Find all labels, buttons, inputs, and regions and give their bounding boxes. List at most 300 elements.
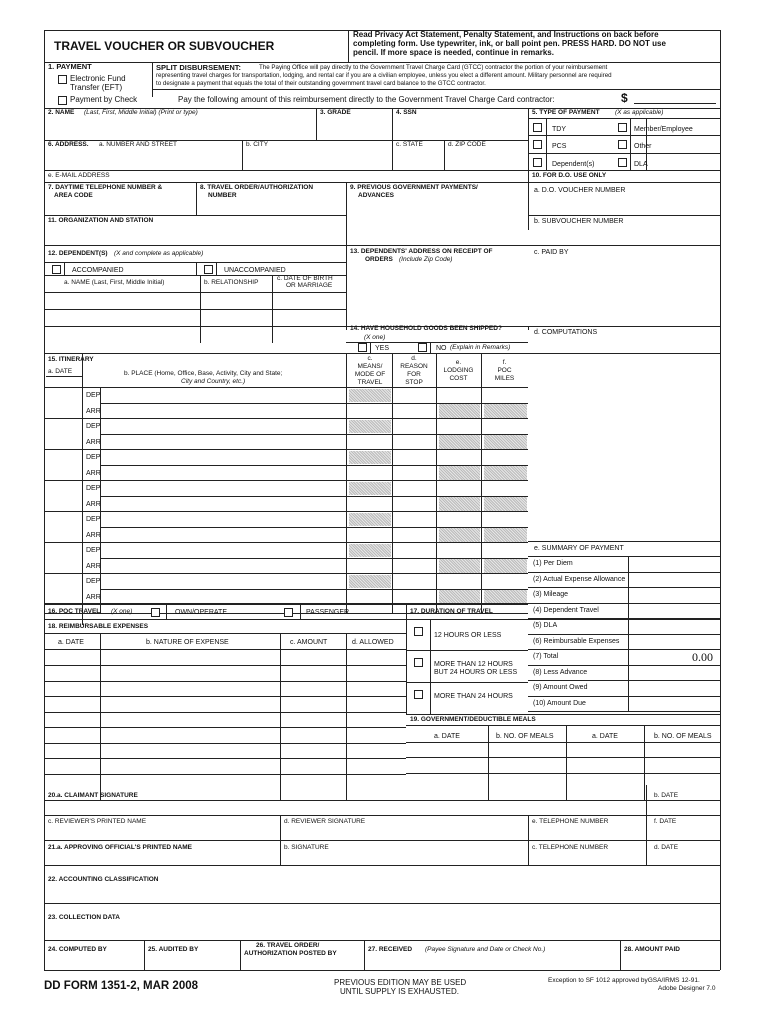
accounting-field[interactable] bbox=[46, 887, 718, 907]
shaded-cell bbox=[484, 466, 527, 480]
rule-line bbox=[346, 245, 347, 330]
shaded-cell bbox=[349, 513, 391, 527]
summary-label: e. SUMMARY OF PAYMENT bbox=[534, 545, 624, 552]
shaded-cell bbox=[484, 435, 527, 449]
itinerary-place-field[interactable] bbox=[104, 435, 344, 449]
rule-line bbox=[44, 62, 720, 63]
approving-sig-label: b. SIGNATURE bbox=[284, 844, 329, 851]
rule-line bbox=[44, 449, 100, 450]
pcs-checkbox[interactable] bbox=[533, 140, 542, 149]
reviewer-phone-label: e. TELEPHONE NUMBER bbox=[532, 818, 609, 825]
claimant-date-label: b. DATE bbox=[654, 792, 679, 799]
it-means-label: MODE OF bbox=[354, 371, 386, 378]
rule-line bbox=[566, 725, 567, 800]
itinerary-place-field[interactable] bbox=[104, 419, 344, 433]
itinerary-row-label: DEP bbox=[86, 423, 101, 430]
rule-line bbox=[630, 118, 631, 170]
reviewer-date-label: f. DATE bbox=[654, 818, 677, 825]
total-value: 0.00 bbox=[692, 650, 713, 664]
accompanied-checkbox[interactable] bbox=[52, 265, 61, 274]
rule-line bbox=[44, 970, 720, 971]
it-place-label: City and Country, etc.) bbox=[181, 378, 246, 385]
rule-line bbox=[44, 182, 720, 183]
summary-amount-field[interactable] bbox=[618, 619, 718, 632]
tdy-label: TDY bbox=[552, 126, 566, 133]
travel-order-field[interactable] bbox=[198, 200, 344, 214]
street-field[interactable] bbox=[46, 150, 240, 170]
accounting-label: 22. ACCOUNTING CLASSIFICATION bbox=[48, 876, 159, 883]
claimant-signature-field[interactable] bbox=[46, 802, 644, 814]
rule-line bbox=[44, 245, 720, 246]
state-label: c. STATE bbox=[396, 141, 423, 148]
it-reason-label: STOP bbox=[405, 379, 423, 386]
zip-field[interactable] bbox=[446, 150, 526, 170]
dep-address-label: 13. DEPENDENTS' ADDRESS ON RECEIPT OF bbox=[350, 248, 493, 255]
household-yes-checkbox[interactable] bbox=[358, 343, 367, 352]
shaded-cell bbox=[439, 497, 480, 511]
dob-label: OR MARRIAGE bbox=[286, 282, 333, 289]
dep-name-row-3[interactable] bbox=[46, 327, 198, 342]
claimant-sig-label: 20.a. CLAIMANT SIGNATURE bbox=[48, 792, 138, 799]
shaded-cell bbox=[439, 528, 480, 542]
other-label: Other bbox=[634, 143, 652, 150]
dep-address-label: ORDERS bbox=[365, 256, 393, 263]
rule-line bbox=[44, 712, 406, 713]
rule-line bbox=[392, 108, 393, 140]
prev-payments-label: 9. PREVIOUS GOVERNMENT PAYMENTS/ bbox=[350, 184, 478, 191]
type-payment-label: 5. TYPE OF PAYMENT bbox=[532, 109, 600, 116]
dependents12-hint: (X and complete as applicable) bbox=[114, 250, 204, 257]
dollar-sign: $ bbox=[621, 91, 628, 105]
it-poc-label: MILES bbox=[494, 375, 515, 382]
itinerary-date-field[interactable] bbox=[46, 450, 80, 464]
shaded-cell bbox=[349, 389, 391, 403]
itinerary-date-field[interactable] bbox=[46, 404, 80, 418]
rule-line bbox=[316, 108, 317, 140]
rule-line bbox=[444, 140, 445, 170]
shaded-cell bbox=[439, 435, 480, 449]
rule-line bbox=[392, 353, 393, 613]
privacy-notice-line: pencil. If more space is needed, continue in remarks. bbox=[353, 48, 554, 57]
name-field[interactable] bbox=[46, 118, 314, 138]
rule-line bbox=[44, 480, 100, 481]
rule-line bbox=[430, 342, 431, 353]
split-text: representing travel charges for transportation, lodging, and rental car if you are a civilian employee, unless you elect a different amount. Military personnel are required bbox=[156, 72, 612, 79]
rule-line bbox=[46, 376, 82, 377]
name-label: 2. NAME bbox=[48, 109, 75, 116]
form-number: DD FORM 1351-2, MAR 2008 bbox=[44, 980, 199, 992]
org-label: 11. ORGANIZATION AND STATION bbox=[48, 217, 154, 224]
duration-12-checkbox[interactable] bbox=[414, 627, 423, 636]
it-poc-label: POC bbox=[497, 367, 512, 374]
address-label: 6. ADDRESS. bbox=[48, 141, 89, 148]
amount-paid-label: 28. AMOUNT PAID bbox=[624, 946, 680, 953]
shaded-cell bbox=[439, 404, 480, 418]
summary-amount-field[interactable] bbox=[618, 635, 718, 648]
rule-line bbox=[100, 387, 101, 613]
rule-line bbox=[44, 418, 100, 419]
rule-line bbox=[44, 743, 406, 744]
summary-item: (9) Amount Owed bbox=[533, 684, 588, 691]
rule-line bbox=[628, 556, 629, 711]
duration-label: 17. DURATION OF TRAVEL bbox=[410, 608, 493, 615]
eft-checkbox[interactable] bbox=[58, 75, 67, 84]
itinerary-place-field[interactable] bbox=[104, 466, 344, 480]
duration-24-checkbox[interactable] bbox=[414, 690, 423, 699]
itinerary-place-field[interactable] bbox=[104, 559, 344, 573]
itinerary-date-field[interactable] bbox=[46, 590, 80, 604]
paid-by-label: c. PAID BY bbox=[534, 249, 569, 256]
rule-line bbox=[44, 170, 528, 171]
meals-no-label: b. NO. OF MEALS bbox=[496, 733, 554, 740]
summary-item: (3) Mileage bbox=[533, 591, 569, 598]
form-title: TRAVEL VOUCHER OR SUBVOUCHER bbox=[54, 39, 275, 53]
household-no-checkbox[interactable] bbox=[418, 343, 427, 352]
split-title: SPLIT DISBURSEMENT: bbox=[156, 63, 242, 72]
x-one-label: (X one) bbox=[364, 334, 386, 341]
approving-label: 21.a. APPROVING OFFICIAL'S PRINTED NAME bbox=[48, 844, 192, 851]
rule-line bbox=[528, 711, 720, 712]
itinerary-date-field[interactable] bbox=[46, 528, 80, 542]
itinerary-date-field[interactable] bbox=[46, 497, 80, 511]
shaded-cell bbox=[439, 590, 480, 604]
duration-option: 12 HOURS OR LESS bbox=[434, 632, 502, 639]
reimb-nature-label: b. NATURE OF EXPENSE bbox=[146, 639, 229, 646]
summary-amount-field[interactable] bbox=[618, 604, 718, 617]
rule-line bbox=[44, 758, 406, 759]
phone-field[interactable] bbox=[46, 200, 194, 214]
rule-line bbox=[436, 353, 437, 613]
email-label: e. E-MAIL ADDRESS bbox=[48, 172, 110, 179]
tdy-checkbox[interactable] bbox=[533, 123, 542, 132]
prev-edition-text: UNTIL SUPPLY IS EXHAUSTED. bbox=[340, 987, 459, 996]
summary-amount-field[interactable] bbox=[618, 573, 718, 586]
rule-line bbox=[346, 182, 347, 245]
itinerary-row-label: ARR bbox=[86, 407, 101, 415]
rule-line bbox=[44, 727, 406, 728]
meals-date-label-2: a. DATE bbox=[592, 733, 618, 740]
itinerary-place-field[interactable] bbox=[104, 497, 344, 511]
household-label: 14. HAVE HOUSEHOLD GOODS BEEN SHIPPED? bbox=[350, 325, 502, 332]
collection-field[interactable] bbox=[46, 925, 718, 939]
rule-line bbox=[44, 619, 720, 620]
rule-line bbox=[644, 725, 645, 800]
do-voucher-label: a. D.O. VOUCHER NUMBER bbox=[534, 187, 626, 194]
computations-label: d. COMPUTATIONS bbox=[534, 329, 598, 336]
exception-text: Exception to SF 1012 approved byGSA/IRMS 12-91. bbox=[548, 977, 700, 984]
itinerary-label: 15. ITINERARY bbox=[48, 356, 94, 363]
dep-address-hint: (Include Zip Code) bbox=[399, 256, 453, 263]
shaded-cell bbox=[484, 590, 527, 604]
itinerary-place-field[interactable] bbox=[104, 388, 344, 402]
zip-label: d. ZIP CODE bbox=[448, 141, 486, 148]
itinerary-place-field[interactable] bbox=[104, 574, 344, 588]
city-label: b. CITY bbox=[246, 141, 269, 148]
member-label: Member/Employee bbox=[634, 126, 693, 133]
eft-label: Electronic Fund bbox=[70, 74, 126, 83]
rule-line bbox=[44, 604, 100, 605]
itinerary-date-field[interactable] bbox=[46, 388, 80, 402]
rule-line bbox=[528, 541, 720, 542]
duration-option: BUT 24 HOURS OR LESS bbox=[434, 669, 518, 676]
poc-travel-label: 16. POC TRAVEL bbox=[48, 608, 101, 615]
summary-amount-field[interactable] bbox=[618, 588, 718, 601]
it-means-label: MEANS/ bbox=[357, 363, 383, 370]
rule-line bbox=[44, 353, 720, 354]
no-label: NO bbox=[436, 345, 447, 352]
dep-name-label: a. NAME (Last, First, Middle Initial) bbox=[64, 279, 165, 286]
itinerary-row-label: DEP bbox=[86, 454, 101, 461]
rule-line bbox=[488, 725, 489, 800]
summary-item: (1) Per Diem bbox=[533, 560, 573, 567]
rule-line bbox=[82, 353, 83, 625]
gov-meals-label: 19. GOVERNMENT/DEDUCTIBLE MEALS bbox=[410, 716, 536, 723]
rule-line bbox=[64, 262, 65, 275]
shaded-cell bbox=[349, 451, 391, 465]
itinerary-place-field[interactable] bbox=[104, 528, 344, 542]
accompanied-label: ACCOMPANIED bbox=[72, 267, 124, 274]
itinerary-date-field[interactable] bbox=[46, 559, 80, 573]
rule-line bbox=[196, 182, 197, 215]
itinerary-row-label: DEP bbox=[86, 578, 101, 585]
rule-line bbox=[346, 633, 347, 800]
itinerary-place-field[interactable] bbox=[104, 543, 344, 557]
rule-line bbox=[166, 603, 167, 619]
rule-line bbox=[44, 840, 720, 841]
reviewer-sig-label: d. REVIEWER SIGNATURE bbox=[284, 818, 366, 825]
rule-line bbox=[720, 30, 721, 970]
prev-payments-field[interactable] bbox=[348, 200, 526, 240]
rule-line bbox=[144, 940, 145, 970]
split-amount-field[interactable] bbox=[634, 90, 716, 103]
other-checkbox[interactable] bbox=[618, 140, 627, 149]
dob-label: c. DATE OF BIRTH bbox=[277, 275, 333, 282]
rule-line bbox=[44, 865, 720, 866]
dependents-checkbox[interactable] bbox=[533, 158, 542, 167]
approving-phone-label: c. TELEPHONE NUMBER bbox=[532, 844, 609, 851]
itinerary-date-field[interactable] bbox=[46, 435, 80, 449]
travel-voucher-form bbox=[44, 30, 720, 996]
it-reason-label: FOR bbox=[407, 371, 421, 378]
rule-line bbox=[44, 30, 45, 970]
dep-name-row-2[interactable] bbox=[46, 310, 198, 325]
rule-line bbox=[528, 215, 720, 216]
itinerary-date-field[interactable] bbox=[46, 574, 80, 588]
rule-line bbox=[280, 633, 281, 800]
posted-by-label: AUTHORIZATION POSTED BY bbox=[244, 950, 337, 957]
split-text: to designate a payment that equals the total of their outstanding government travel card balance to the GTCC contractor. bbox=[156, 80, 486, 87]
rule-line bbox=[406, 714, 720, 715]
yes-label: YES bbox=[375, 345, 390, 352]
rule-line bbox=[44, 542, 100, 543]
shaded-cell bbox=[484, 497, 527, 511]
itinerary-date-field[interactable] bbox=[46, 543, 80, 557]
prev-edition-text: PREVIOUS EDITION MAY BE USED bbox=[334, 978, 467, 987]
rule-line bbox=[528, 135, 720, 136]
rule-line bbox=[346, 353, 347, 613]
rule-line bbox=[216, 262, 217, 275]
rule-line bbox=[44, 649, 406, 650]
payment-label: 1. PAYMENT bbox=[48, 62, 92, 71]
prev-payments-label: ADVANCES bbox=[358, 192, 394, 199]
rule-line bbox=[100, 604, 528, 605]
shaded-cell bbox=[439, 559, 480, 573]
travel-order-label: NUMBER bbox=[208, 192, 237, 199]
reimb-label: 18. REIMBURSABLE EXPENSES bbox=[48, 623, 149, 630]
rule-line bbox=[528, 326, 529, 330]
computed-by-label: 24. COMPUTED BY bbox=[48, 946, 107, 953]
ssn-field[interactable] bbox=[394, 118, 526, 138]
itinerary-date-field[interactable] bbox=[46, 512, 80, 526]
exception-text: Adobe Designer 7.0 bbox=[658, 985, 716, 992]
rule-line bbox=[44, 603, 528, 604]
grade-field[interactable] bbox=[318, 118, 390, 138]
reimb-allowed-label: d. ALLOWED bbox=[352, 639, 394, 646]
itinerary-row-label: DEP bbox=[86, 392, 101, 399]
reimb-amount-label: c. AMOUNT bbox=[290, 639, 328, 646]
phone-label: AREA CODE bbox=[54, 192, 93, 199]
itinerary-row-label: DEP bbox=[86, 485, 101, 492]
meals-no-label-2: b. NO. OF MEALS bbox=[654, 733, 712, 740]
duration-12-24-checkbox[interactable] bbox=[414, 658, 423, 667]
itinerary-row-label: DEP bbox=[86, 547, 101, 554]
it-means-label: c. bbox=[367, 355, 373, 362]
unaccompanied-checkbox[interactable] bbox=[204, 265, 213, 274]
pay-following-text: Pay the following amount of this reimbursement directly to the Government Travel Charge Card contractor: bbox=[178, 95, 555, 104]
rule-line bbox=[44, 573, 100, 574]
subvoucher-field[interactable] bbox=[530, 226, 718, 244]
rule-line bbox=[348, 30, 349, 62]
itinerary-date-field[interactable] bbox=[46, 466, 80, 480]
itinerary-place-field[interactable] bbox=[104, 404, 344, 418]
shaded-cell bbox=[349, 575, 391, 589]
passenger-checkbox[interactable] bbox=[284, 608, 293, 617]
rule-line bbox=[44, 681, 406, 682]
privacy-notice-line: Read Privacy Act Statement, Penalty Statement, and Instructions on back before bbox=[353, 30, 659, 39]
rule-line bbox=[370, 342, 371, 353]
city-field[interactable] bbox=[244, 150, 390, 170]
shaded-cell bbox=[484, 404, 527, 418]
pcs-label: PCS bbox=[552, 143, 567, 150]
reimb-date-label: a. DATE bbox=[58, 639, 84, 646]
rule-line bbox=[430, 619, 431, 714]
summary-item: (4) Dependent Travel bbox=[533, 606, 599, 614]
shaded-cell bbox=[349, 544, 391, 558]
dla-checkbox[interactable] bbox=[618, 158, 627, 167]
itinerary-date-field[interactable] bbox=[46, 419, 80, 433]
name-hint: (Last, First, Middle Initial) (Print or type) bbox=[84, 109, 198, 116]
rule-line bbox=[528, 108, 529, 230]
rule-line bbox=[242, 140, 243, 170]
own-operate-checkbox[interactable] bbox=[151, 608, 160, 617]
privacy-notice-line: completing form. Use typewriter, ink, or ball point pen. PRESS HARD. DO NOT use bbox=[353, 39, 666, 48]
rule-line bbox=[44, 696, 406, 697]
summary-amount-field[interactable] bbox=[618, 681, 718, 694]
itinerary-date-field[interactable] bbox=[46, 481, 80, 495]
it-reason-label: d. bbox=[411, 355, 417, 362]
grade-label: 3. GRADE bbox=[320, 109, 351, 116]
relationship-label: b. RELATIONSHIP bbox=[204, 279, 259, 286]
summary-amount-field[interactable] bbox=[618, 557, 718, 570]
rule-line bbox=[44, 511, 100, 512]
state-field[interactable] bbox=[394, 150, 442, 170]
rule-line bbox=[240, 940, 241, 970]
itinerary-row-label: ARR bbox=[86, 500, 101, 508]
itinerary-place-field[interactable] bbox=[104, 590, 344, 604]
itinerary-place-field[interactable] bbox=[104, 450, 344, 464]
audited-by-label: 25. AUDITED BY bbox=[148, 946, 199, 953]
shaded-cell bbox=[484, 559, 527, 573]
dependents12-label: 12. DEPENDENT(S) bbox=[48, 250, 108, 257]
dep-address-field[interactable] bbox=[348, 265, 526, 325]
duration-option: MORE THAN 24 HOURS bbox=[434, 693, 513, 700]
duration-option: MORE THAN 12 HOURS bbox=[434, 661, 513, 668]
rule-line bbox=[528, 153, 720, 154]
org-field[interactable] bbox=[46, 226, 344, 244]
it-place-label: b. PLACE (Home, Office, Base, Activity, City and State; bbox=[124, 370, 283, 377]
check-label: Payment by Check bbox=[70, 95, 138, 104]
summary-item: (10) Amount Due bbox=[533, 699, 586, 707]
no-hint: (Explain in Remarks) bbox=[450, 344, 511, 351]
split-text: The Paying Office will pay directly to the Government Travel Charge Card (GTCC) contractor the portion of your reimbursement bbox=[259, 64, 608, 71]
shaded-cell bbox=[349, 482, 391, 496]
meals-date-label: a. DATE bbox=[434, 733, 460, 740]
rule-line bbox=[646, 785, 647, 865]
dla-label: DLA bbox=[634, 161, 648, 168]
phone-label: 7. DAYTIME TELEPHONE NUMBER & bbox=[48, 184, 163, 191]
it-lodging-label: LODGING bbox=[443, 367, 474, 374]
dependents-label: Dependent(s) bbox=[552, 161, 595, 168]
it-reason-label: REASON bbox=[400, 363, 428, 370]
received-label: 27. RECEIVED bbox=[368, 946, 413, 953]
paid-by-field[interactable] bbox=[530, 258, 718, 326]
it-means-label: TRAVEL bbox=[357, 379, 383, 386]
itinerary-row-label: ARR bbox=[86, 531, 101, 539]
summary-amount-field[interactable] bbox=[618, 666, 718, 679]
ssn-label: 4. SSN bbox=[396, 109, 417, 116]
rule-line bbox=[364, 940, 365, 970]
rule-line bbox=[44, 815, 720, 816]
rule-line bbox=[634, 103, 716, 104]
reviewer-name-label: c. REVIEWER'S PRINTED NAME bbox=[48, 818, 147, 825]
it-lodging-label: e. bbox=[455, 359, 462, 366]
shaded-cell bbox=[439, 466, 480, 480]
unaccompanied-label: UNACCOMPANIED bbox=[224, 267, 286, 274]
itinerary-row-label: ARR bbox=[86, 438, 101, 446]
rule-line bbox=[620, 940, 621, 970]
travel-order-label: 8. TRAVEL ORDER/AUTHORIZATION bbox=[200, 184, 314, 191]
collection-label: 23. COLLECTION DATA bbox=[48, 914, 120, 921]
rule-line bbox=[406, 757, 720, 758]
summary-amount-field[interactable] bbox=[618, 697, 718, 710]
rule-line bbox=[44, 903, 720, 904]
rule-line bbox=[346, 342, 528, 343]
passenger-label: PASSENGER bbox=[306, 609, 350, 616]
check-checkbox[interactable] bbox=[58, 96, 67, 105]
rule-line bbox=[196, 262, 197, 275]
itinerary-row-label: ARR bbox=[86, 562, 101, 570]
itinerary-row-label: DEP bbox=[86, 516, 101, 523]
dep-name-row-1[interactable] bbox=[46, 293, 198, 308]
itinerary-row-label: ARR bbox=[86, 593, 101, 601]
rule-line bbox=[406, 682, 528, 683]
rule-line bbox=[44, 774, 406, 775]
rule-line bbox=[44, 800, 720, 801]
itinerary-place-field[interactable] bbox=[104, 481, 344, 495]
rule-line bbox=[406, 725, 720, 726]
member-checkbox[interactable] bbox=[618, 123, 627, 132]
itinerary-place-field[interactable] bbox=[104, 512, 344, 526]
